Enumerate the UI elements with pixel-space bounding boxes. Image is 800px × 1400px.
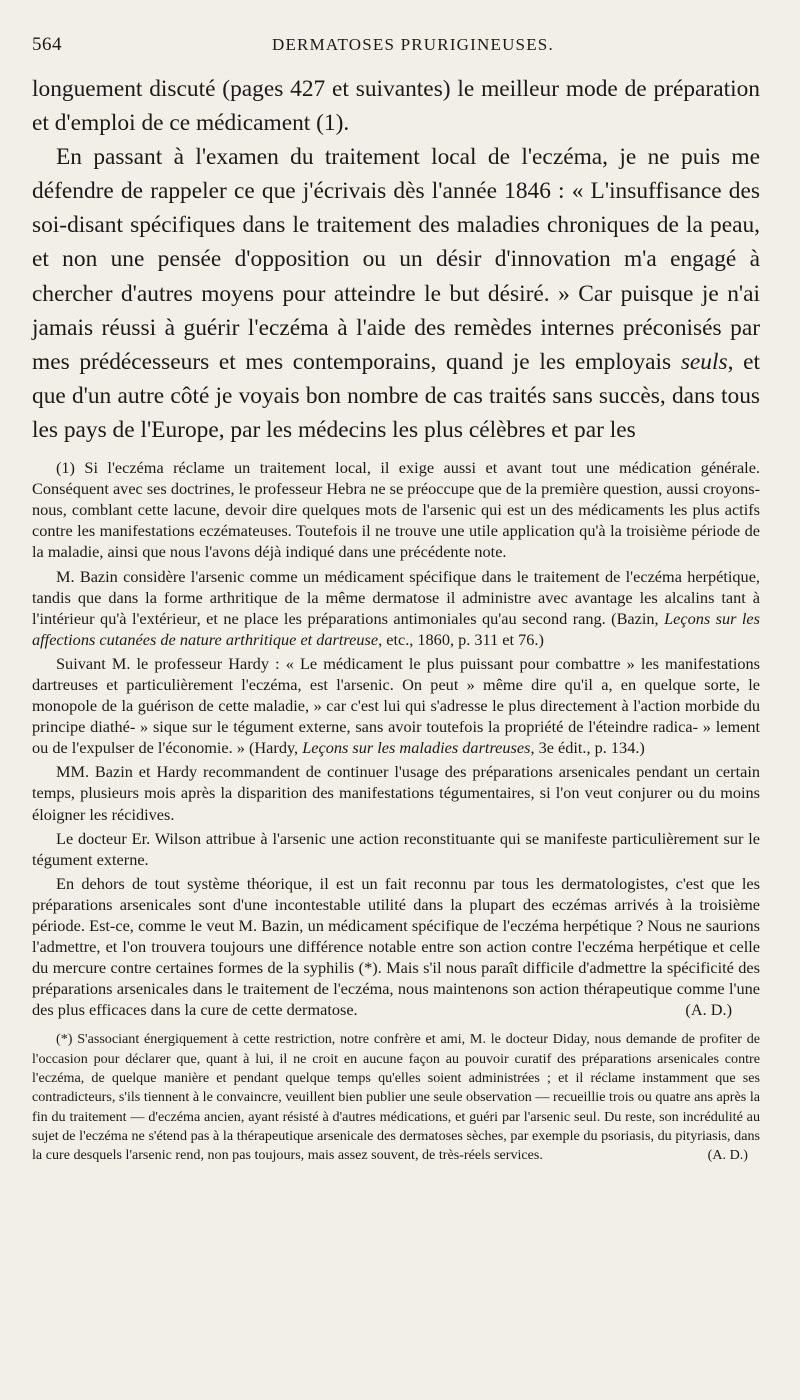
footnote-text: (1) Si l'eczéma réclame un traitement local, il exige aussi et avant tout une médication générale. Conséquent avec ses doctrines, le professeur Hebra ne se préoccupe que de la première question, aussi croyons-nous, comblant cette lacune, devoir dire quelques mots de l'arsenic qui est un des médicaments les plus actifs contre les manifestations eczémateuses. Toutefois il ne trouve une utile application qu'à la troisième période de la maladie, ainsi que nous l'avons déjà indiqué dans une précédente note. xyxy=(32,458,760,562)
citation-title: Leçons sur les maladies dartreuses xyxy=(302,738,531,758)
footnote-text: , etc., 1860, p. 311 et 76.) xyxy=(378,629,544,649)
author-signature: (A. D.) xyxy=(707,1147,748,1164)
footnote-text: M. Bazin considère l'arsenic comme un médicament spécifique dans le traitement de l'eczéma herpétique, tandis que dans la forme arthritique de la même dermatose il administre avec avantage les alcalins tant à l'intérieur qu'à l'extérieur, et ne place les préparations antimoniales qu'au second rang. (Bazin, xyxy=(32,566,760,628)
footnote-text: Suivant M. le professeur Hardy : « Le médicament le plus puissant pour combattre » les manifestations dartreuses et particulièrement l'eczéma, est l'arsenic. On peut » même dire qu'il a, en quelque sorte, le monopole de la guérison de cette maladie, » car c'est lui qui s'adresse le plus directement à l'action morbide du principe diathé- » sique sur le tégument externe, sans avoir toutefois la propriété de l'éteindre radica- » lement ou de l'expulser de l'économie. » (Hardy, xyxy=(32,653,760,758)
footnote-paragraph-hardy xyxy=(32,653,760,758)
footnote-paragraph-intro xyxy=(32,457,760,562)
footnote-text: En dehors de tout système théorique, il est un fait reconnu par tous les dermatologistes, c'est que les préparations arsenicales sont d'une incontestable utilité dans la plupart des eczémas arrivés à la troisième période. Est-ce, comme le veut M. Bazin, un médicament spécifique de l'eczéma herpétique ? Nous ne saurions l'admettre, et l'on trouvera toujours une différence notable entre son action contre l'eczéma herpétique et celle du mercure contre certaines formes de la syphilis (*). Mais s'il nous paraît difficile d'admettre la spécificité des préparations arsenicales dans le traitement de l'eczéma, nous maintenons son action thérapeutique comme l'une des plus efficaces dans la cure de cette dermatose. xyxy=(32,873,760,1020)
footnote-text: , 3e édit., p. 134.) xyxy=(530,738,645,758)
footnote-text: Le docteur Er. Wilson attribue à l'arsenic une action reconstituante qui se manifeste particulièrement sur le tégument externe. xyxy=(32,828,760,869)
footnote-1 xyxy=(32,457,760,1020)
main-paragraph-2-text-a: En passant à l'examen du traitement local de l'eczéma, je ne puis me défendre de rappeler ce que j'écrivais dès l'année 1846 : « L'insuffisance des soi-disant spécifiques dans le traitement des maladies chroniques de la peau, et non une pensée d'opposition ou un désir d'innovation m'a engagé à chercher d'autres moyens pour atteindre le but désiré. » Car puisque je n'ai jamais réussi à guérir l'eczéma à l'aide des remèdes internes préconisés par mes prédécesseurs et mes contemporains, quand je les employais xyxy=(32,144,760,375)
footnote-text: MM. Bazin et Hardy recommandent de continuer l'usage des préparations arsenicales pendant un certain temps, plusieurs mois après la disparition des manifestations tégumentaires, si l'on veut conjurer ou du moins éloigner les récidives. xyxy=(32,762,760,824)
main-paragraph xyxy=(32,140,760,447)
footnote-paragraph-conclusion xyxy=(32,873,760,1021)
footnote-paragraph-recommendation xyxy=(32,761,760,824)
italic-word: seuls xyxy=(680,348,728,375)
page-number: 564 xyxy=(32,34,62,55)
running-head xyxy=(32,34,760,64)
sub-footnote xyxy=(32,1030,760,1165)
sub-footnote-text: (*) S'associant énergiquement à cette restriction, notre confrère et ami, M. le docteur Diday, nous demande de profiter de l'occasion pour déclarer que, quant à lui, il ne croit en aucune façon au pouvoir curatif des préparations arsenicales contre l'eczéma, de quelque manière et pendant quelque temps qu'elles soient administrées ; et il réclame instamment que ses contradicteurs, s'ils tiennent à le convaincre, veuillent bien publier une seule observation — recueillie trois ou quatre ans après la fin du traitement — d'eczéma ancien, ayant résisté à d'autres médications, et guéri par l'arsenic seul. Du reste, son incrédulité au sujet de l'eczéma ne s'étend pas à la thérapeutique arsenicale des dermatoses sèches, par exemple du psoriasis, du pityriasis, dans la cure desquels l'arsenic rend, non pas toujours, mais assez souvent, de très-réels services. xyxy=(32,1031,760,1164)
main-paragraph-2-text-b: , et que d'un autre côté je voyais bon nombre de cas traités sans succès, dans tous les pays de l'Europe, par les médecins les plus célèbres et par les xyxy=(32,348,760,443)
main-paragraph-continued xyxy=(32,72,760,140)
main-text xyxy=(32,72,760,447)
author-signature: (A. D.) xyxy=(685,1000,732,1020)
sub-footnote-paragraph xyxy=(32,1030,760,1165)
main-paragraph-1-text: longuement discuté (pages 427 et suivantes) le meilleur mode de préparation et d'emploi de ce médicament (1). xyxy=(32,76,760,137)
running-title: DERMATOSES PRURIGINEUSES. xyxy=(272,35,554,54)
citation-title: Leçons sur les affections cutanées de nature arthritique et dartreuse xyxy=(32,608,760,649)
footnote-paragraph-wilson xyxy=(32,828,760,870)
footnote-paragraph-bazin xyxy=(32,566,760,650)
